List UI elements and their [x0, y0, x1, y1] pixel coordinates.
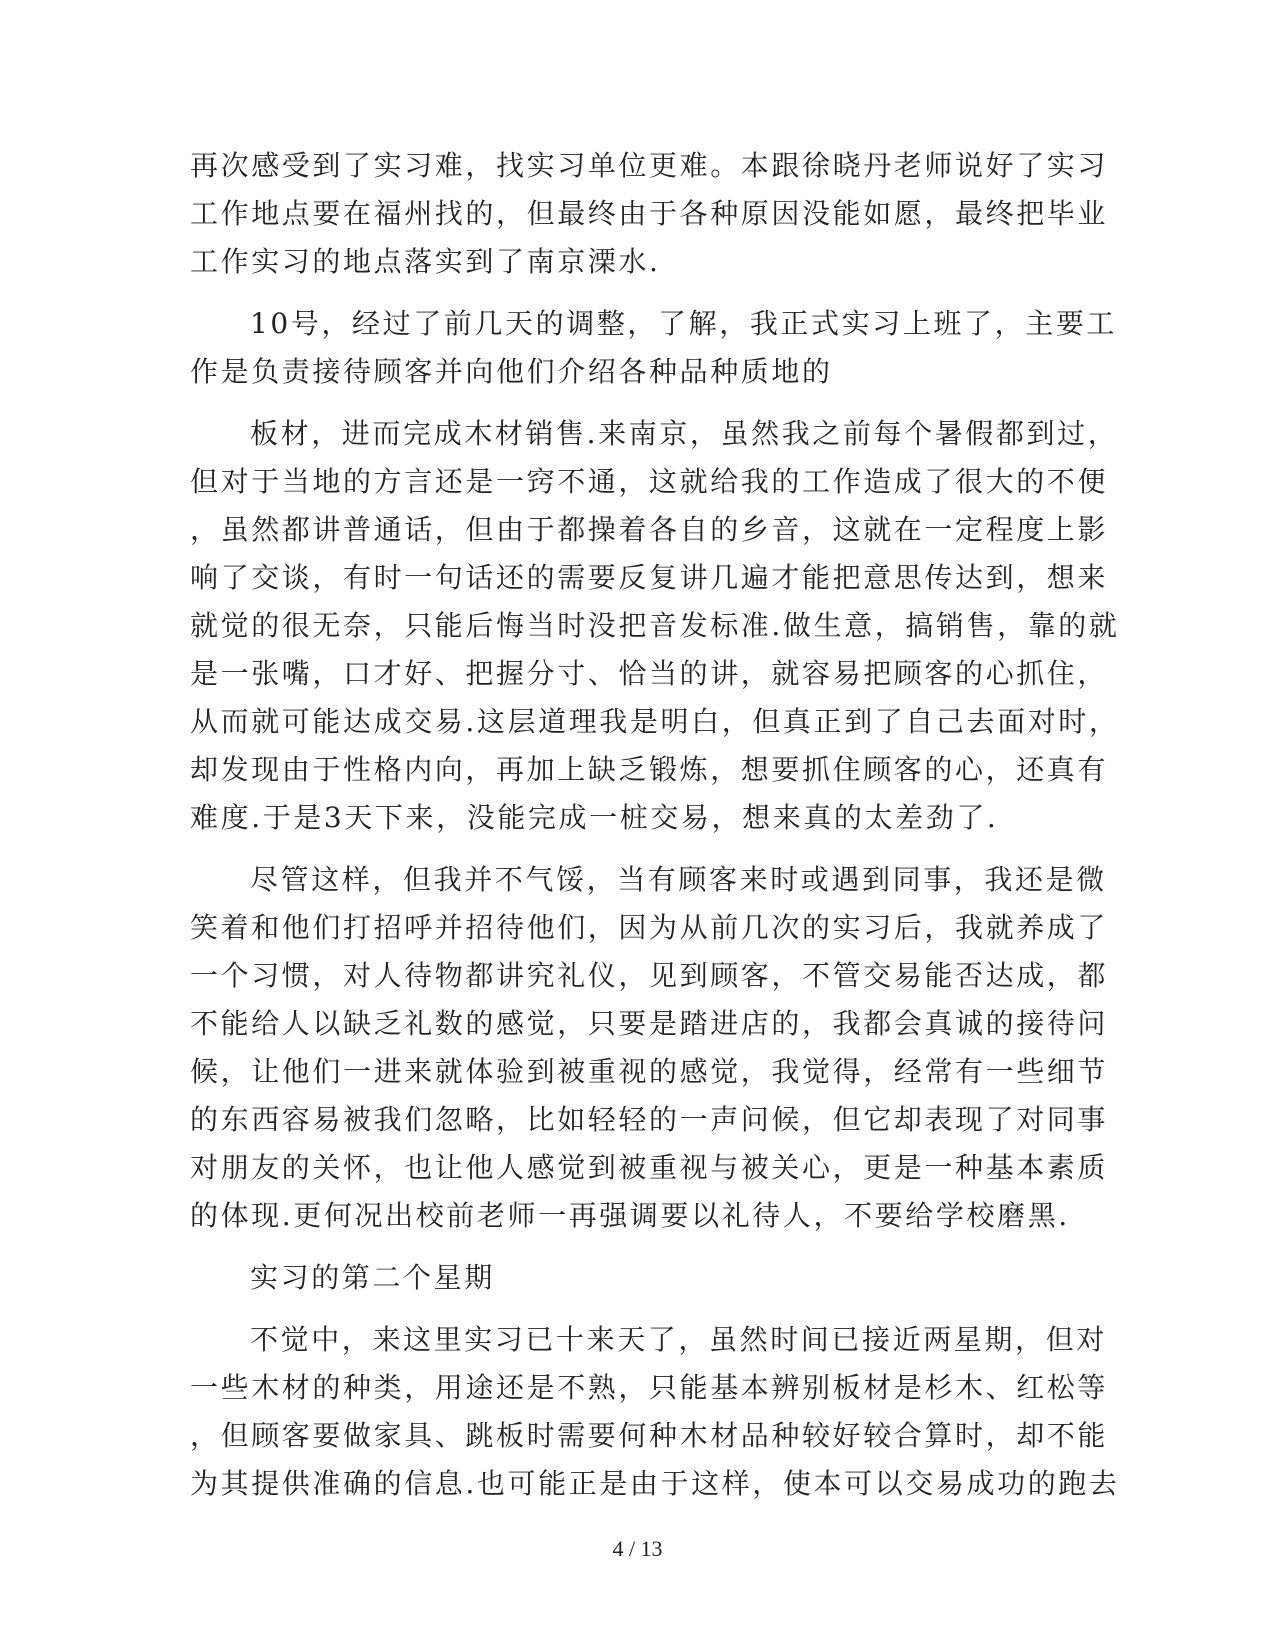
text-line: 尽管这样，但我并不气馁，当有顾客来时或遇到同事，我还是微: [250, 863, 1107, 896]
paragraph: [190, 142, 1109, 286]
text-line: 是一张嘴，口才好、把握分寸、恰当的讲，就容易把顾客的心抓住，: [190, 657, 1109, 690]
text-line: 10号，经过了前几天的调整，了解，我正式实习上班了，主要工: [250, 307, 1118, 340]
text-line: ，虽然都讲普通话，但由于都操着各自的乡音，这就在一定程度上影: [190, 513, 1109, 546]
body-text: [190, 142, 1120, 1508]
text-line: 的东西容易被我们忽略，比如轻轻的一声问候，但它却表现了对同事: [190, 1103, 1109, 1136]
text-line: 但对于当地的方言还是一窍不通，这就给我的工作造成了很大的不便: [190, 465, 1109, 498]
paragraph: [190, 856, 1109, 1240]
text-line: 为其提供准确的信息.也可能正是由于这样，使本可以交易成功的跑去: [190, 1467, 1120, 1500]
section-heading: [190, 1254, 1070, 1302]
text-line: 笑着和他们打招呼并招待他们，因为从前几次的实习后，我就养成了: [190, 911, 1109, 944]
paragraph: [190, 1316, 1120, 1508]
text-line: 实习的第二个星期: [250, 1261, 495, 1294]
page-number: 4 / 13: [612, 1536, 663, 1561]
text-line: 一些木材的种类，用途还是不熟，只能基本辨别板材是杉木、红松等: [190, 1371, 1109, 1404]
text-line: 板材，进而完成木材销售.来南京，虽然我之前每个暑假都到过，: [250, 417, 1119, 450]
text-line: 一个习惯，对人待物都讲究礼仪，见到顾客，不管交易能否达成，都: [190, 959, 1109, 992]
paragraph: [190, 410, 1120, 842]
text-line: 工作地点要在福州找的，但最终由于各种原因没能如愿，最终把毕业: [190, 197, 1109, 230]
text-line: 工作实习的地点落实到了南京溧水.: [190, 245, 661, 278]
text-line: 不觉中，来这里实习已十来天了，虽然时间已接近两星期，但对: [250, 1323, 1107, 1356]
text-line: 响了交谈，有时一句话还的需要反复讲几遍才能把意思传达到，想来: [190, 561, 1109, 594]
text-line: 作是负责接待顾客并向他们介绍各种品种质地的: [190, 355, 833, 388]
text-line: 却发现由于性格内向，再加上缺乏锻炼，想要抓住顾客的心，还真有: [190, 753, 1109, 786]
text-line: 不能给人以缺乏礼数的感觉，只要是踏进店的，我都会真诚的接待问: [190, 1007, 1109, 1040]
text-line: 就觉的很无奈，只能后悔当时没把音发标准.做生意，搞销售，靠的就: [190, 609, 1120, 642]
text-line: 再次感受到了实习难，找实习单位更难。本跟徐晓丹老师说好了实习: [190, 149, 1109, 182]
text-line: 从而就可能达成交易.这层道理我是明白，但真正到了自己去面对时，: [190, 705, 1120, 738]
text-line: 的体现.更何况出校前老师一再强调要以礼待人，不要给学校磨黑.: [190, 1199, 1070, 1232]
text-line: 候，让他们一进来就体验到被重视的感觉，我觉得，经常有一些细节: [190, 1055, 1109, 1088]
text-line: ，但顾客要做家具、跳板时需要何种木材品种较好较合算时，却不能: [190, 1419, 1109, 1452]
text-line: 难度.于是3天下来，没能完成一桩交易，想来真的太差劲了.: [190, 801, 999, 834]
paragraph: [190, 300, 1118, 396]
text-line: 对朋友的关怀，也让他人感觉到被重视与被关心，更是一种基本素质: [190, 1151, 1109, 1184]
